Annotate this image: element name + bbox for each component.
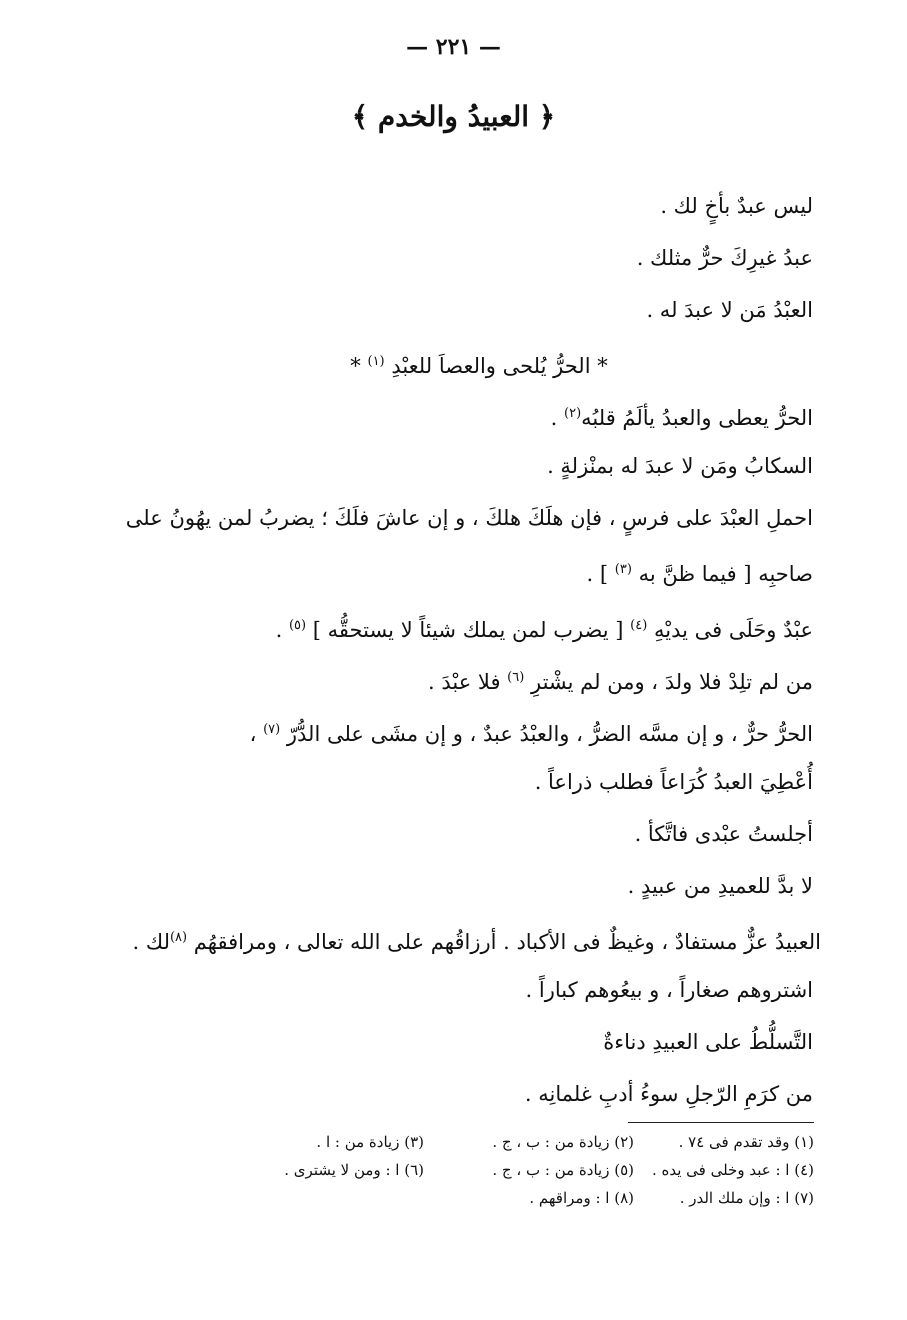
- proverb-line: العبيدُ عزٌّ مستفادٌ ، وغيظٌ فى الأكباد . أرزاقُهم على الله تعالى ، ومرافقهُم $^{(٨)}$لك .: [132, 930, 821, 954]
- footnote-ref: (٢): [564, 406, 582, 421]
- footnote: (٦) ا : ومن لا يشترى .: [284, 1161, 424, 1179]
- footnote-ref: (٦): [507, 670, 525, 685]
- proverb-line: الحرُّ يعطى والعبدُ يألَمُ قلبُه$^{(٢)}$ .: [550, 406, 813, 430]
- footnote: (٨) ا : ومراقهم .: [529, 1189, 634, 1207]
- footnote-row: [120, 1184, 814, 1212]
- chapter-title: ﴿ العبيدُ والخدم ﴾: [351, 100, 556, 133]
- footnote-ref: (٧): [263, 722, 281, 737]
- proverb-line: من لم تلِدْ فلا ولدَ ، ومن لم يشْترِ $^{(٦)}$ فلا عبْدَ .: [428, 670, 813, 694]
- proverb-line: العبْدُ مَن لا عبدَ له .: [646, 298, 813, 322]
- footnote-row: [120, 1128, 814, 1156]
- proverb-line: السكابُ ومَن لا عبدَ له بمنْزلةٍ .: [547, 454, 813, 478]
- proverb-line: ليس عبدٌ بأخٍ لك .: [660, 194, 813, 218]
- proverb-line: عبدُ غيرِكَ حرٌّ مثلك .: [636, 246, 813, 270]
- proverb-line: من كرَمِ الرّجلِ سوءُ أدبِ غلمانِه .: [524, 1082, 813, 1106]
- footnote-ref: (٤): [630, 618, 648, 633]
- proverb-line: التَّسلُّطُ على العبيدِ دناءةٌ: [603, 1030, 813, 1054]
- footnote-ref: (٨): [169, 930, 188, 945]
- footnote: (١) وقد تقدم فى ٧٤ .: [678, 1133, 814, 1151]
- footnote-row: [120, 1156, 814, 1184]
- footnotes: [120, 1128, 814, 1212]
- proverbs-body: [105, 180, 821, 1120]
- proverb-line: لا بدَّ للعميدِ من عبيدٍ .: [627, 874, 813, 898]
- proverb-line: أجلستُ عبْدى فاتَّكأ .: [634, 822, 813, 846]
- footnote: (٣) زيادة من : ا .: [316, 1133, 424, 1151]
- page-number: — ٢٢١ —: [406, 34, 501, 60]
- footnote-divider: [628, 1122, 814, 1123]
- footnote: (٢) زيادة من : ب ، ج .: [492, 1133, 634, 1151]
- footnote: (٧) ا : وإن ملك الدر .: [679, 1189, 814, 1207]
- footnote: (٥) زيادة من : ب ، ج .: [492, 1161, 634, 1179]
- footnote-ref: (٥): [288, 618, 307, 633]
- footnote-ref: (١): [367, 354, 385, 369]
- proverb-line: * الحرُّ يُلحى والعصاَ للعبْدِ $^{(١)}$ *: [350, 354, 608, 378]
- proverb-line: عبْدٌ وحَلَى فى يديْهِ $^{(٤)}$ [ يضرب لمن يملك شيئاً لا يستحقُّه ] $^{(٥)}$ .: [275, 618, 813, 642]
- proverb-line: اشتروهم صغاراً ، و بيعُوهم كباراً .: [525, 978, 813, 1002]
- footnote: (٤) ا : عبد وخلى فى يده .: [651, 1161, 814, 1179]
- proverb-line: أُعْطِيَ العبدُ كُرَاعاً فطلب ذراعاً .: [534, 770, 813, 794]
- footnote-ref: (٣): [614, 562, 632, 577]
- proverb-line: احملِ العبْدَ على فرسٍ ، فإن هلَكَ هلكَ ، و إن عاشَ فلَكَ ؛ يضربُ لمن يهُونُ على صاحبِه [ فيما ظنَّ به $^{(٣)}$ ] .: [125, 506, 813, 586]
- proverb-line: الحرُّ حرٌّ ، و إن مسَّه الضرُّ ، والعبْدُ عبدٌ ، و إن مشَى على الدُّرّ $^{(٧)}$ ،: [249, 722, 813, 746]
